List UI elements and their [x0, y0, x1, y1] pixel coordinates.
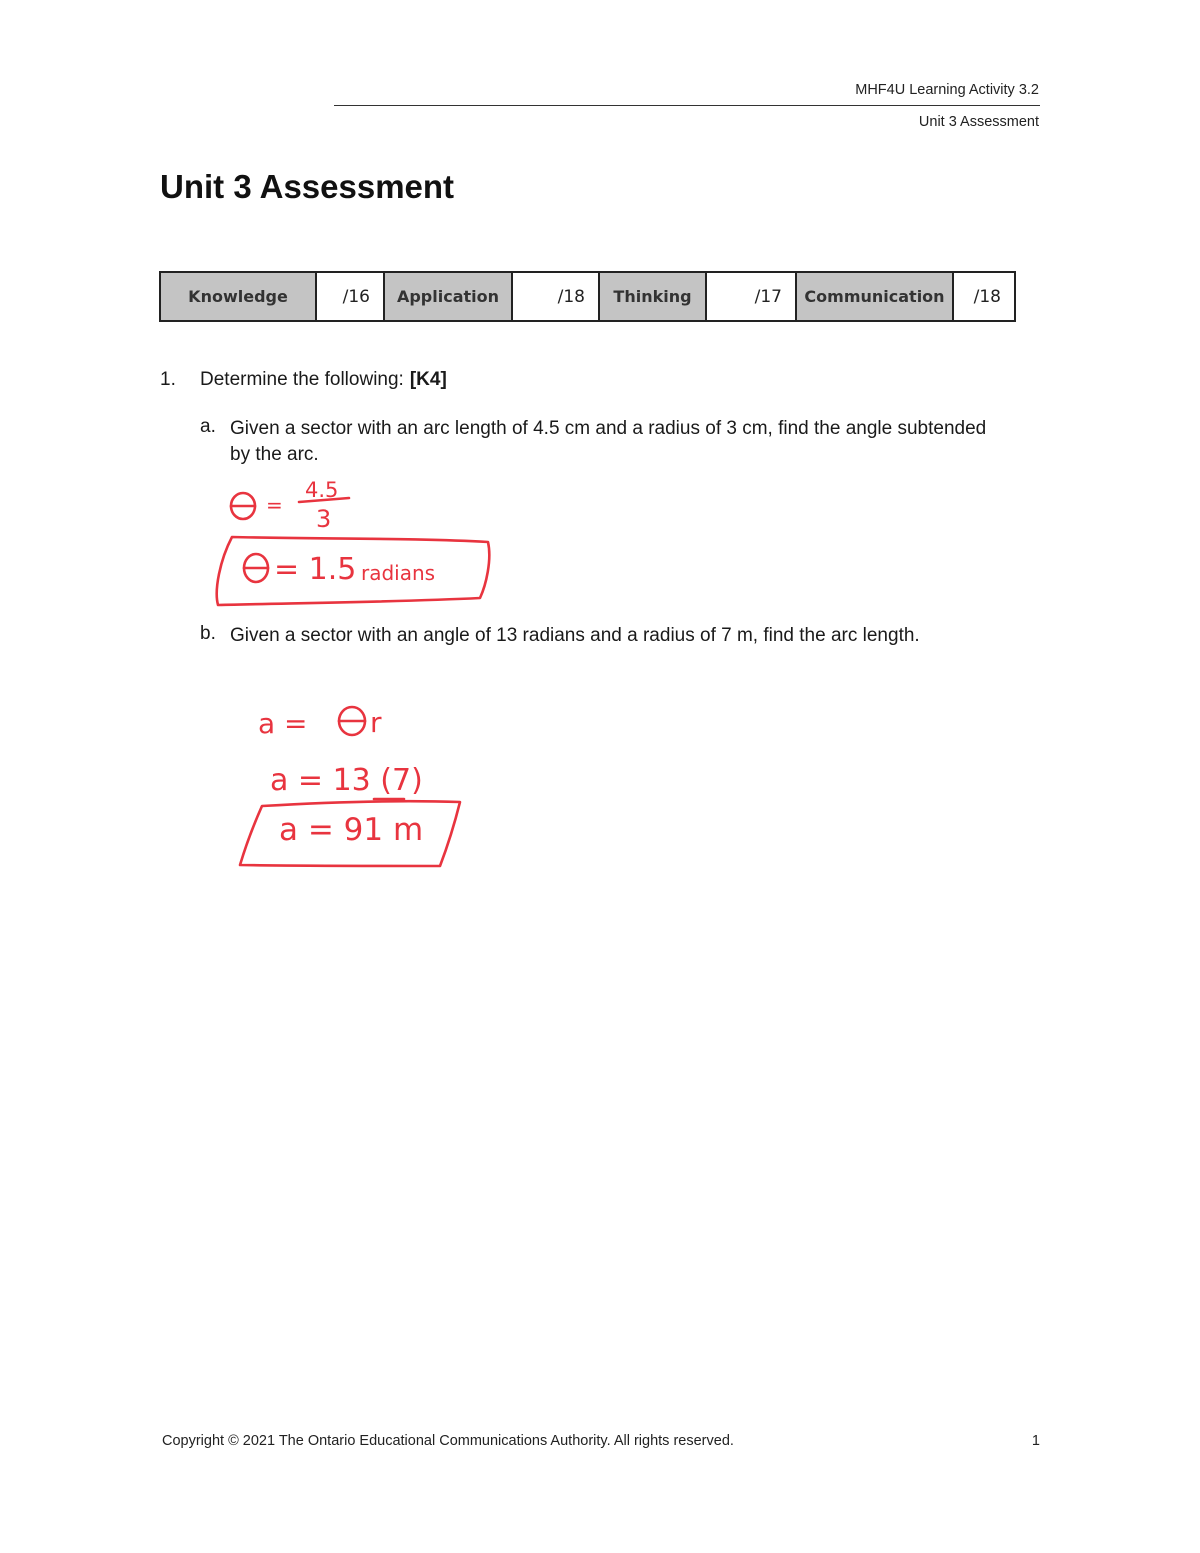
marks-knowledge-score: /16 [316, 272, 384, 321]
part-b-answer: a = 91 m [279, 812, 424, 848]
question-prompt-text: Determine the following: [200, 369, 404, 390]
part-a-label: a. [200, 416, 216, 437]
part-b-line1: a = [258, 707, 308, 740]
part-b-line1-r: r [370, 706, 382, 739]
marks-application-score: /18 [512, 272, 599, 321]
page-number: 1 [1031, 1433, 1040, 1449]
theta-symbol [244, 554, 268, 582]
marks-thinking-score: /17 [706, 272, 796, 321]
part-b-text: Given a sector with an angle of 13 radians and a radius of 7 m, find the arc length. [230, 625, 920, 646]
theta-symbol [231, 493, 255, 519]
theta-symbol [339, 707, 365, 735]
part-a-equals: = [266, 493, 283, 517]
question-tag: [K4] [409, 369, 447, 390]
part-a-numerator: 4.5 [305, 478, 339, 502]
part-a-work [217, 478, 490, 605]
header-unit-title: Unit 3 Assessment [918, 114, 1039, 130]
part-a-answer-value: = 1.5 [274, 552, 357, 587]
part-b-line2: a = 13 (7) [270, 763, 423, 798]
marks-knowledge-label: Knowledge [160, 272, 316, 321]
footer-copyright: Copyright © 2021 The Ontario Educational Communications Authority. All rights reserved. [162, 1433, 734, 1449]
part-b-work [240, 706, 460, 866]
marks-application-label: Application [384, 272, 512, 321]
marks-communication-label: Communication [796, 272, 953, 321]
part-b-label: b. [200, 623, 216, 644]
part-a-answer-unit: radians [361, 561, 436, 585]
question-number: 1. [160, 369, 176, 390]
marks-communication-score: /18 [953, 272, 1015, 321]
page-title: Unit 3 Assessment [160, 168, 455, 205]
header-course-title: MHF4U Learning Activity 3.2 [855, 82, 1039, 98]
marks-thinking-label: Thinking [599, 272, 706, 321]
part-a-text: Given a sector with an arc length of 4.5 cm and a radius of 3 cm, find the angle subtended by the arc. [230, 418, 987, 465]
part-a-denominator: 3 [316, 505, 332, 533]
